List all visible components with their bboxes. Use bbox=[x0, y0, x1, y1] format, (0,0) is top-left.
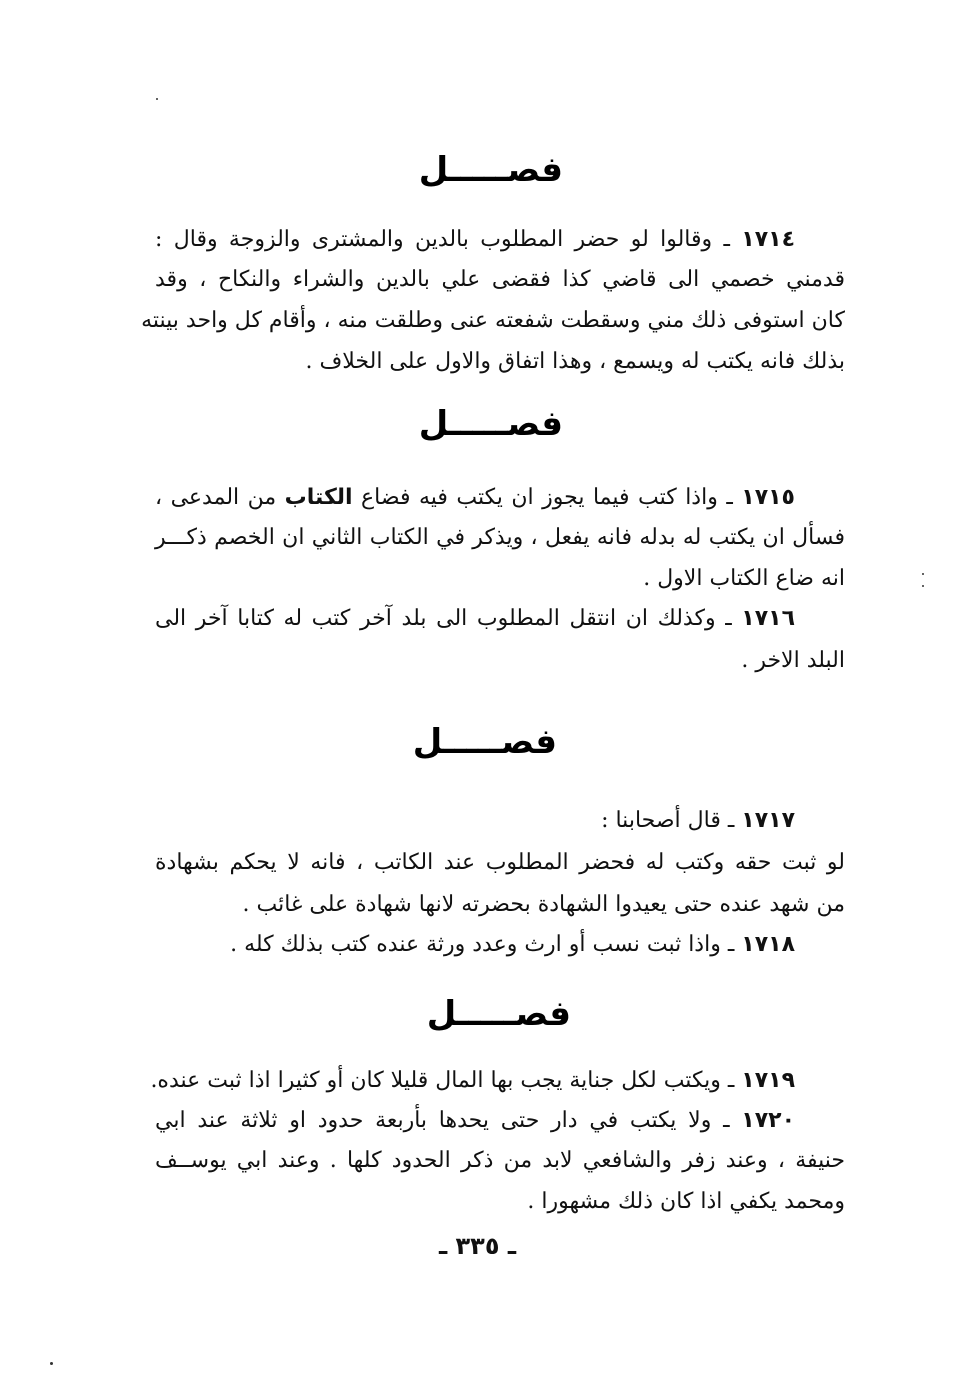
bold-term: الكتاب bbox=[284, 485, 353, 510]
paragraph-line: بذلك فانه يكتب له ويسمع ، وهذا اتفاق والاول على الخلاف . bbox=[305, 349, 845, 374]
paragraph-text: من المدعى ، bbox=[155, 485, 285, 510]
paragraph-text: ـ قال أصحابنا : bbox=[601, 808, 742, 833]
scan-speck bbox=[50, 1362, 53, 1365]
paragraph-line bbox=[155, 222, 795, 258]
section-heading: فصـــــل bbox=[426, 994, 571, 1034]
page-number: ـ ٣٣٥ ـ bbox=[438, 1232, 517, 1260]
paragraph-line: كان استوفى ذلك مني وسقطت شفعته عنى وطلقت منه ، وأقام كل واحد بينته bbox=[141, 308, 845, 333]
paragraph-number: ١٧١٦ bbox=[741, 606, 795, 631]
paragraph-text: ـ وقالوا لو حضر المطلوب بالدين والمشترى والزوجة وقال : bbox=[155, 227, 742, 252]
paragraph-line bbox=[155, 1103, 795, 1139]
paragraph-line: لو ثبت حقه وكتب له فحضر المطلوب عند الكاتب ، فانه لا يحكم بشهادة bbox=[155, 850, 845, 875]
paragraph-number: ١٧٢٠ bbox=[741, 1108, 795, 1133]
paragraph-text: ـ وكذلك ان انتقل المطلوب الى بلد آخر كتب له كتابا آخر الى bbox=[155, 606, 742, 631]
paragraph-number: ١٧١٥ bbox=[741, 485, 795, 510]
paragraph-line: حنيفة ، وعند زفر والشافعي لابد من ذكر الحدود كلها . وعند ابي يوســف bbox=[155, 1148, 845, 1173]
paragraph-text: ـ ويكتب لكل جناية يجب بها المال قليلا كان أو كثيرا اذا ثبت عنده. bbox=[150, 1068, 742, 1093]
paragraph-line: من شهد عنده حتى يعيدوا الشهادة بحضرته لانها شهادة على غائب . bbox=[242, 892, 845, 917]
section-heading: فصـــــل bbox=[412, 722, 557, 762]
paragraph-line: قدمني خصمي الى قاضي كذا فقضى علي بالدين والشراء والنكاح ، وقد bbox=[155, 267, 845, 292]
paragraph-line bbox=[155, 927, 795, 963]
paragraph-number: ١٧١٤ bbox=[741, 227, 795, 252]
paragraph-text: ـ ولا يكتب في دار حتى يحدها بأربعة حدود او ثلاثة عند ابي bbox=[155, 1108, 742, 1133]
scan-speck bbox=[922, 573, 924, 575]
paragraph-text: ـ واذا كتب فيما يجوز ان يكتب فيه فضاع bbox=[352, 485, 742, 510]
scan-speck bbox=[922, 585, 924, 587]
paragraph-line: ومحمد يكفي اذا كان ذلك مشهورا . bbox=[527, 1189, 845, 1214]
section-heading: فصـــــل bbox=[418, 404, 563, 444]
paragraph-line: فسأل ان يكتب له بدله فانه يفعل ، ويذكر في الكتاب الثاني ان الخصم ذكـــر bbox=[155, 525, 845, 550]
paragraph-line bbox=[155, 480, 795, 516]
paragraph-number: ١٧١٩ bbox=[741, 1068, 795, 1093]
paragraph-line bbox=[155, 803, 795, 839]
paragraph-line bbox=[155, 601, 795, 637]
paragraph-number: ١٧١٧ bbox=[741, 808, 795, 833]
paragraph-line: انه ضاع الكتاب الاول . bbox=[643, 566, 845, 591]
paragraph-line bbox=[150, 1063, 795, 1099]
section-heading: فصـــــل bbox=[418, 150, 563, 190]
paragraph-number: ١٧١٨ bbox=[741, 932, 795, 957]
scan-speck bbox=[156, 98, 158, 100]
paragraph-line: البلد الاخر . bbox=[741, 648, 845, 673]
paragraph-text: ـ واذا ثبت نسب أو ارث وعدد ورثة عنده كتب بذلك كله . bbox=[230, 932, 742, 957]
